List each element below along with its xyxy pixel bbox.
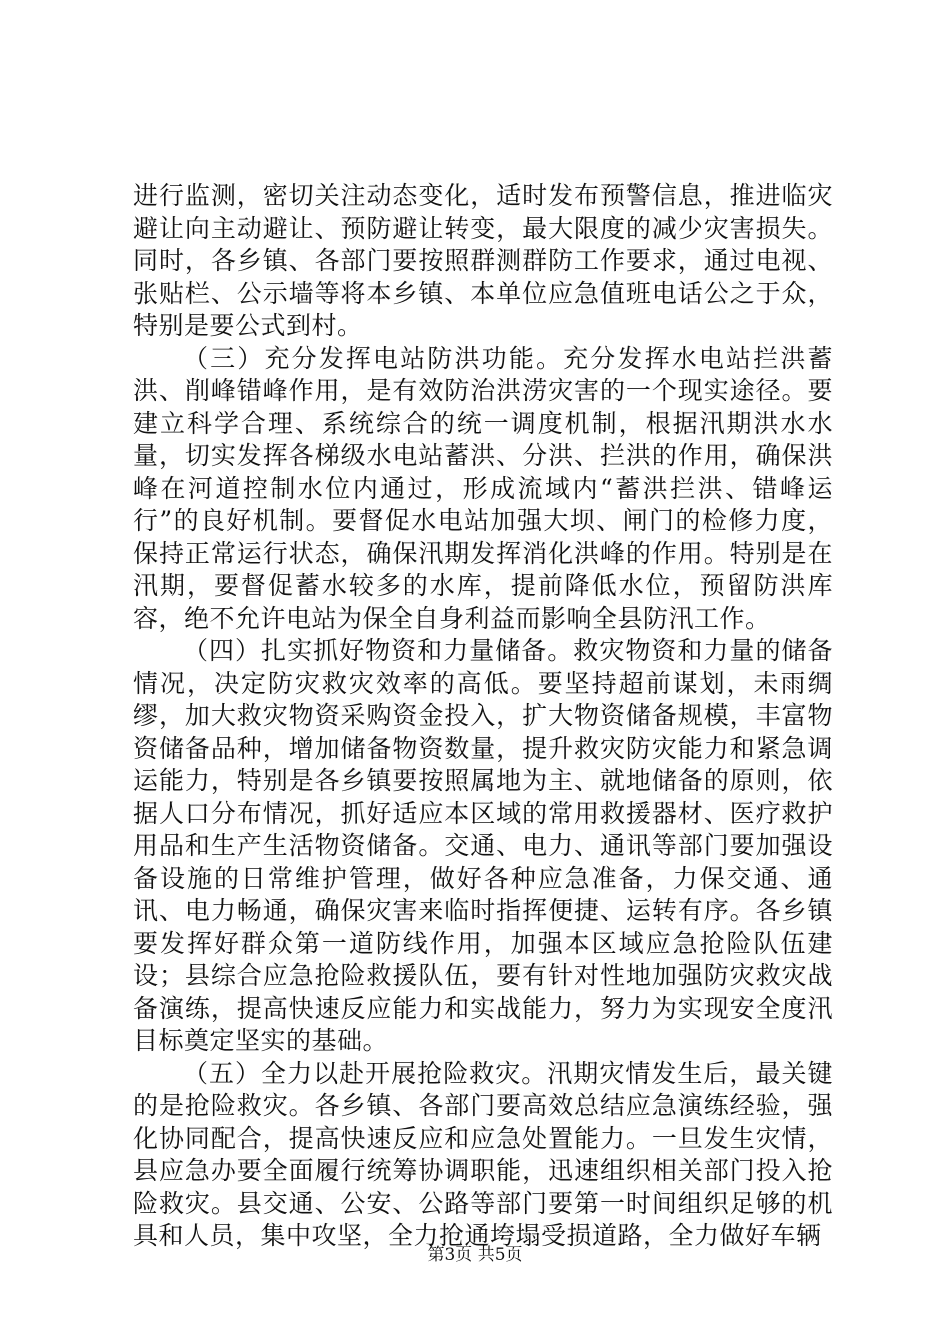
page-number-footer: 第3页 共5页 xyxy=(427,1245,523,1265)
paragraph-rescue-relief: （五）全力以赴开展抢险救灾。汛期灾情发生后，最关键的是抢险救灾。各乡镇、各部门要高效总结应急演练经验，强化协同配合，提高快速反应和应急处置能力。一旦发生灾情，县应急办要全面履行统筹协调职能，迅速组织相关部门投入抢险救灾。县交通、公安、公路等部门要第一时间组织足够的机具和人员，集中攻坚，全力抢通垮塌受损道路，全力做好车辆 xyxy=(133,1058,833,1250)
paragraph-materials-reserve: （四）扎实抓好物资和力量储备。救灾物资和力量的储备情况，决定防灾救灾效率的高低。要坚持超前谋划，未雨绸缪，加大救灾物资采购资金投入，扩大物资储备规模，丰富物资储备品种，增加储备物资数量，提升救灾防灾能力和紧急调运能力，特别是各乡镇要按照属地为主、就地储备的原则，依据人口分布情况，抓好适应本区域的常用救援器材、医疗救护用品和生产生活物资储备。交通、电力、通讯等部门要加强设备设施的日常维护管理，做好各种应急准备，力保交通、通讯、电力畅通，确保灾害来临时指挥便捷、运转有序。各乡镇要发挥好群众第一道防线作用，加强本区域应急抢险队伍建设；县综合应急抢险救援队伍，要有针对性地加强防灾救灾战备演练，提高快速反应能力和实战能力，努力为实现安全度汛目标奠定坚实的基础。 xyxy=(133,636,833,1055)
paragraph-hydropower-flood-control: （三）充分发挥电站防洪功能。充分发挥水电站拦洪蓄洪、削峰错峰作用，是有效防治洪涝灾害的一个现实途径。要建立科学合理、系统综合的统一调度机制，根据汛期洪水水量，切实发挥各梯级水电站蓄洪、分洪、拦洪的作用，确保洪峰在河道控制水位内通过，形成流域内“蓄洪拦洪、错峰运行”的良好机制。要督促水电站加强大坝、闸门的检修力度，保持正常运行状态，确保汛期发挥消化洪峰的作用。特别是在汛期，要督促蓄水较多的水库，提前降低水位，预留防洪库容，绝不允许电站为保全自身利益而影响全县防汛工作。 xyxy=(133,343,833,633)
paragraph-monitoring: 进行监测，密切关注动态变化，适时发布预警信息，推进临灾避让向主动避让、预防避让转变，最大限度的减少灾害损失。同时，各乡镇、各部门要按照群测群防工作要求，通过电视、张贴栏、公示墙等将本乡镇、本单位应急值班电话公之于众，特别是要公式到村。 xyxy=(133,181,833,340)
document-body xyxy=(133,180,833,1253)
